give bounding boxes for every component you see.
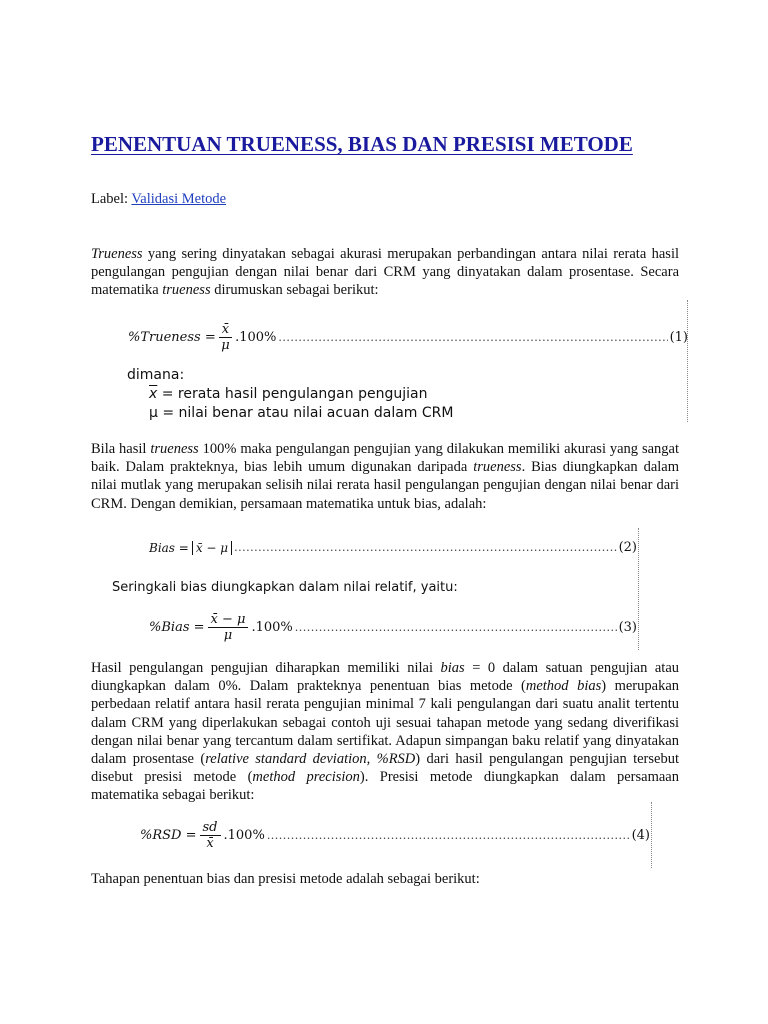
paragraph-bias	[91, 440, 679, 513]
eq3-lhs: %Bias =	[149, 620, 205, 635]
text: dirumuskan sebagai berikut:	[210, 282, 379, 299]
eq1-tail: .100%	[235, 330, 277, 345]
page-title: PENENTUAN TRUENESS, BIAS DAN PRESISI METODE	[91, 132, 633, 156]
eq4-tail: .100%	[223, 828, 265, 843]
label-line	[91, 191, 226, 208]
term-method-bias: method bias	[525, 678, 602, 695]
eq4-numerator: sd	[200, 820, 221, 836]
text: 100% maka pengulangan pengujian yang dilakukan memiliki akurasi yang sangat baik. Dalam prakteknya, bias lebih umum digunakan daripada	[91, 441, 679, 476]
text: Bila hasil	[91, 441, 151, 457]
term-trueness: trueness	[162, 282, 211, 299]
text: ) merupakan perbedaan relatif antara hasil rerata pengujian minimal 7 kali pengulangan dari suatu analit tertentu dalam CRM yang diperlakukan sebagai contoh uji sesuai tahapan metode yang sedang diverifikasi dengan nilai benar yang tercantum dalam sertifikat. Adapun simpangan baku relatif yang dinyatakan dalam prosentase (	[91, 678, 680, 768]
eq4-fraction	[200, 820, 221, 851]
eq2-number: (2)	[618, 540, 637, 555]
term-bias: bias	[440, 660, 465, 676]
text: Hasil pengulangan pengujian diharapkan memiliki nilai	[91, 660, 441, 676]
paragraph-steps: Tahapan penentuan bias dan presisi metode adalah sebagai berikut:	[91, 871, 480, 887]
eq4-number: (4)	[631, 828, 650, 843]
eq1-leader-dots	[278, 331, 667, 344]
eq3-fraction	[208, 612, 249, 643]
text: ) dari hasil pengulangan pengujian tersebut disebut presisi metode (	[91, 751, 679, 786]
equation-2	[149, 540, 637, 555]
eq1-numerator: x̄	[219, 322, 232, 338]
eq1-fraction	[219, 322, 232, 353]
text: . Bias diungkapkan dalam nilai mutlak yang merupakan selisih nilai rerata hasil pengulangan pengujian dengan nilai benar dari CRM. Dengan demikian, persamaan matematika untuk bias, adalah:	[91, 459, 679, 512]
equation-4	[140, 820, 650, 851]
eq1-number: (1)	[669, 330, 688, 345]
equation-1	[128, 322, 688, 353]
paragraph-precision	[91, 659, 679, 805]
label-prefix: Label:	[91, 191, 129, 207]
eq2-absolute-value: x̄ − μ	[192, 541, 232, 555]
label-link[interactable]: Validasi Metode	[131, 191, 227, 207]
term-trueness: Trueness	[91, 246, 143, 262]
text: yang sering dinyatakan sebagai akurasi merupakan perbandingan antara nilai rerata hasil pengulangan pengujian dengan nilai benar dari CRM yang dinyatakan dalam prosentase. Secara matematika	[91, 246, 679, 299]
eq3-number: (3)	[618, 620, 637, 635]
term-trueness: trueness	[473, 459, 522, 476]
term-rsd: relative standard deviation, %RSD	[205, 751, 416, 768]
text: ). Presisi metode diungkapkan dalam persamaan matematika sebagai berikut:	[91, 769, 679, 804]
eq2-leader-dots	[234, 541, 616, 554]
eq3-denominator: μ	[223, 628, 233, 643]
eq3-tail: .100%	[251, 620, 293, 635]
equation-2-3-box	[112, 528, 639, 650]
eq3-numerator: x̄ − μ	[208, 612, 249, 628]
relative-bias-note: Seringkali bias diungkapkan dalam nilai relatif, yaitu:	[112, 580, 458, 595]
equation-3	[149, 612, 637, 643]
definition-mu: μ = nilai benar atau nilai acuan dalam CRM	[149, 405, 454, 421]
dimana-heading: dimana:	[127, 367, 185, 383]
eq3-leader-dots	[295, 621, 617, 634]
eq2-lhs: Bias =	[149, 540, 189, 555]
definition-xbar	[127, 385, 453, 404]
eq1-denominator: μ	[221, 338, 230, 353]
eq4-leader-dots	[267, 829, 630, 842]
eq4-lhs: %RSD =	[140, 828, 197, 843]
text: = 0 dalam satuan pengujian atau diungkapkan dalam 0%. Dalam prakteknya penentuan bias metode (	[91, 660, 680, 695]
eq1-lhs: %Trueness =	[128, 330, 216, 345]
paragraph-trueness	[91, 245, 679, 300]
definition-xbar-text: = rerata hasil pengulangan pengujian	[157, 386, 428, 402]
equation-4-box	[104, 802, 652, 868]
eq4-denominator: x̄	[206, 836, 214, 851]
term-trueness: trueness	[150, 441, 199, 457]
eq1-definitions	[127, 366, 453, 423]
xbar-symbol: $\overline{x}$	[149, 386, 158, 402]
term-method-precision: method precision	[252, 769, 360, 786]
equation-1-box	[120, 300, 688, 422]
